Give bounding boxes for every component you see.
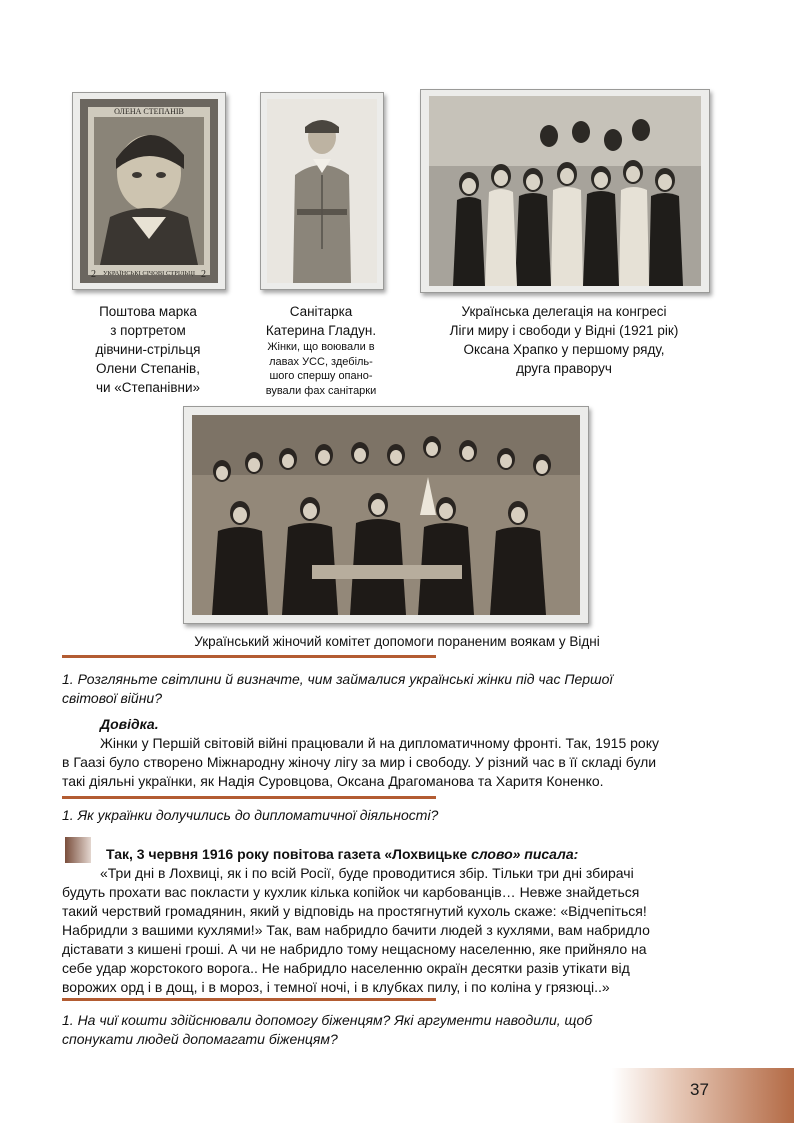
section-divider	[62, 655, 436, 658]
stamp-caption-line: чи «Степанівни»	[95, 380, 201, 395]
question-1-line: 1. Розгляньте світлини й визначте, чим займалися українські жінки під час Першої	[62, 671, 613, 687]
delegation-caption-line: Оксана Храпко у першому ряду,	[463, 342, 665, 357]
nurse-caption-line: Санітарка	[289, 304, 353, 319]
quote-line: такий черствий громадянин, який у відповідь на простягнутий кухоль скаже: «Відчепіться!	[62, 903, 647, 919]
stamp-caption-line: з портретом	[110, 323, 186, 338]
nurse-note-line: Жінки, що воювали в	[267, 341, 375, 353]
reference-line: в Гаазі було створено Міжнародну жіночу лігу за мир і свободу. У різний час в її складі були	[62, 754, 657, 770]
reference-line: такі діяльні українки, як Надія Суровцова, Оксана Драгоманова та Харитя Коненко.	[62, 773, 604, 789]
reference-line: Жінки у Першій світовій війні працювали й на дипломатичному фронті. Так, 1915 року	[100, 735, 659, 751]
stamp-value-left: 2	[91, 269, 96, 280]
quote-heading	[62, 845, 710, 864]
nurse-note-line: шого спершу опано-	[269, 370, 373, 382]
nurse-note-line: вували фах санітарки	[265, 384, 377, 397]
section-divider	[62, 796, 436, 799]
stamp-photo-frame	[72, 92, 226, 290]
nurse-photo-frame	[260, 92, 384, 290]
stamp-top-text: ОЛЕНА СТЕПАНІВ	[114, 107, 184, 116]
stamp-bottom-text: УКРАЇНСЬКІ СІЧОВІ СТРІЛЬЦІ	[102, 270, 196, 277]
nurse-caption-line: Катерина Гладун.	[265, 323, 377, 338]
question-1-line: світової війни?	[62, 690, 162, 706]
section-divider	[62, 998, 436, 1001]
quote-line: діставати з кишені гроші. А чи не набридло тому нещасному населенню, яке прийняло на	[62, 941, 647, 957]
stamp-caption-line: дівчини-стрільця	[95, 342, 201, 357]
page-number: 37	[690, 1080, 709, 1099]
delegation-caption	[420, 302, 708, 378]
question-3	[62, 1011, 710, 1049]
delegation-photo-frame	[420, 89, 710, 293]
question-1	[62, 670, 710, 708]
quote-line: «Три дні в Лохвиці, як і по всій Росії, буде проводитися збір. Тільки три дні збирачі	[100, 865, 634, 881]
delegation-group-image	[429, 96, 701, 286]
nurse-portrait-image	[267, 99, 377, 283]
quote-line: себе удар жорстокого ворога.. Не набридло населенню окраїн десятки разів утікати від	[62, 960, 630, 976]
quote-heading-bold: Так, 3 червня 1916 року повітова газета «Лохвицьке	[106, 846, 472, 862]
delegation-caption-line: Українська делегація на конгресі	[461, 304, 667, 319]
reference-heading: Довідка.	[100, 716, 159, 732]
quote-line: ворожих орд і в дощ, і в мороз, і темної ночі, і в клубках пилу, і по коліна у грязюці..»	[62, 979, 610, 995]
stamp-portrait-image	[80, 99, 218, 283]
stamp-caption	[72, 302, 224, 397]
delegation-caption-line: Ліги миру і свободи у Відні (1921 рік)	[449, 323, 679, 338]
stamp-caption-line: Олени Степанів,	[96, 361, 200, 376]
nurse-caption-note	[245, 340, 397, 398]
quote-heading-italic: слово» писала:	[471, 846, 579, 862]
committee-caption: Український жіночий комітет допомоги пораненим воякам у Відні	[194, 634, 600, 649]
nurse-note-line: лавах УСС, здебіль-	[269, 355, 373, 368]
question-2: 1. Як українки долучились до дипломатичної діяльності?	[62, 807, 439, 823]
reference-block	[62, 715, 710, 791]
question-3-line: 1. На чиї кошти здійснювали допомогу біженцям? Які аргументи наводили, щоб	[62, 1012, 593, 1028]
committee-group-image	[192, 415, 580, 615]
stamp-caption-line: Поштова марка	[99, 304, 197, 319]
stamp-value-right: 2	[201, 269, 206, 280]
question-3-line: спонукати людей допомагати біженцям?	[62, 1031, 338, 1047]
quote-line: Набридли з вашими кухлями!» Так, вам набридло бачити людей з кухлями, вам набридло	[62, 922, 650, 938]
quote-line: будуть прохати вас покласти у кухлик кілька копійок чи карбованців… Невже знайдеться	[62, 884, 640, 900]
delegation-caption-line: друга праворуч	[516, 361, 612, 376]
committee-photo-frame	[183, 406, 589, 624]
quote-block	[62, 845, 710, 997]
nurse-caption	[245, 302, 397, 340]
